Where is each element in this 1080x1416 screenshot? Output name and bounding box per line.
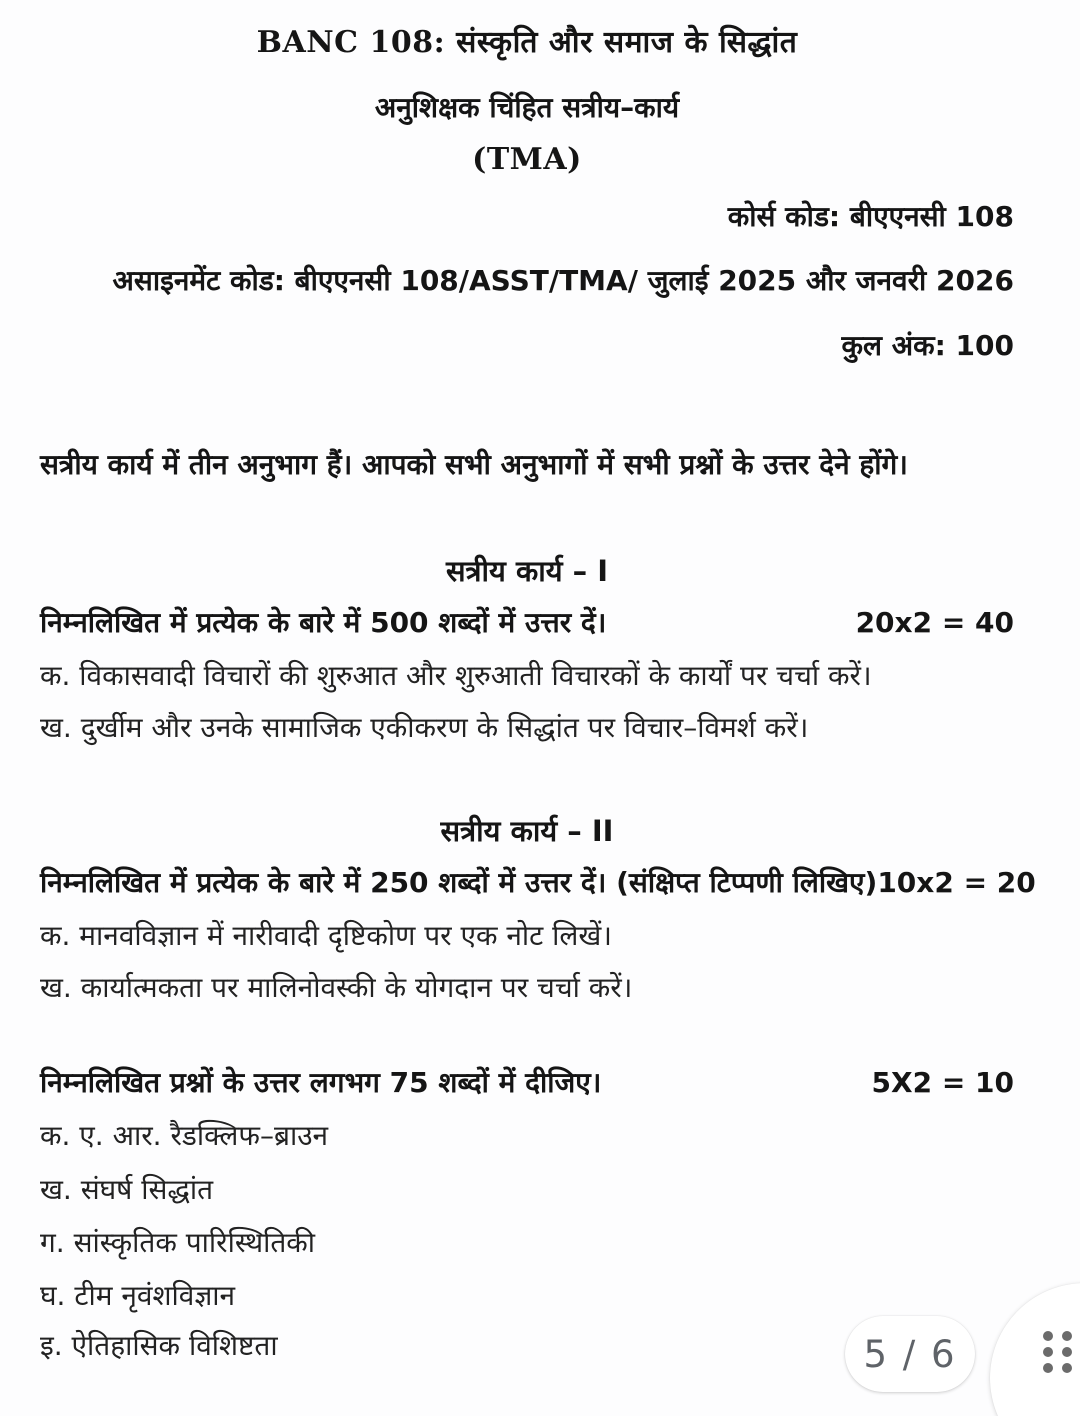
question: ख. दुर्खीम और उनके सामाजिक एकीकरण के सिद्धांत पर विचार–विमर्श करें। xyxy=(40,711,809,744)
page-indicator xyxy=(845,1316,975,1392)
document-subtitle: अनुशिक्षक चिंहित सत्रीय–कार्य xyxy=(374,91,680,124)
question: घ. टीम नृवंशविज्ञान xyxy=(40,1279,236,1312)
document-title: BANC 108: संस्कृति और समाज के सिद्धांत xyxy=(256,25,798,60)
drag-dots-icon xyxy=(1043,1331,1072,1373)
assignment-code: असाइनमेंट कोड: बीएएनसी 108/ASST/TMA/ जुलाई 2025 और जनवरी 2026 xyxy=(112,264,1014,297)
section-1-marks: 20x2 = 40 xyxy=(855,606,1014,639)
section-3-instruction: निम्नलिखित प्रश्नों के उत्तर लगभग 75 शब्दों में दीजिए। xyxy=(40,1066,602,1099)
general-instruction: सत्रीय कार्य में तीन अनुभाग हैं। आपको सभी अनुभागों में सभी प्रश्नों के उत्तर देने होंगे। xyxy=(40,448,908,481)
section-2-instruction-row xyxy=(40,865,1036,900)
question: ख. कार्यात्मकता पर मालिनोवस्की के योगदान पर चर्चा करें। xyxy=(40,971,633,1004)
section-3-instruction-row xyxy=(40,1065,1014,1100)
section-2-instruction: निम्नलिखित में प्रत्येक के बारे में 250 शब्दों में उत्तर दें। (संक्षिप्त टिप्पणी लिखिए) xyxy=(40,866,878,899)
section-1-instruction-row xyxy=(40,605,1014,640)
section-2-heading: सत्रीय कार्य – II xyxy=(440,814,614,848)
question: क. ए. आर. रैडक्लिफ–ब्राउन xyxy=(40,1119,329,1152)
section-1-heading: सत्रीय कार्य – I xyxy=(445,554,609,588)
section-3-marks: 5X2 = 10 xyxy=(871,1066,1014,1099)
total-marks: कुल अंक: 100 xyxy=(841,329,1014,362)
section-1-instruction: निम्नलिखित में प्रत्येक के बारे में 500 शब्दों में उत्तर दें। xyxy=(40,606,607,639)
page-indicator-text: 5 / 6 xyxy=(863,1332,957,1376)
question: इ. ऐतिहासिक विशिष्टता xyxy=(40,1329,278,1362)
section-2-marks: 10x2 = 20 xyxy=(877,866,1036,899)
question: क. विकासवादी विचारों की शुरुआत और शुरुआती विचारकों के कार्यों पर चर्चा करें। xyxy=(40,659,872,692)
course-code: कोर्स कोड: बीएएनसी 108 xyxy=(727,200,1014,233)
question: ग. सांस्कृतिक पारिस्थितिकी xyxy=(40,1226,316,1259)
question: ख. संघर्ष सिद्धांत xyxy=(40,1173,214,1206)
tma-label: (TMA) xyxy=(472,142,582,177)
question: क. मानवविज्ञान में नारीवादी दृष्टिकोण पर एक नोट लिखें। xyxy=(40,919,612,952)
